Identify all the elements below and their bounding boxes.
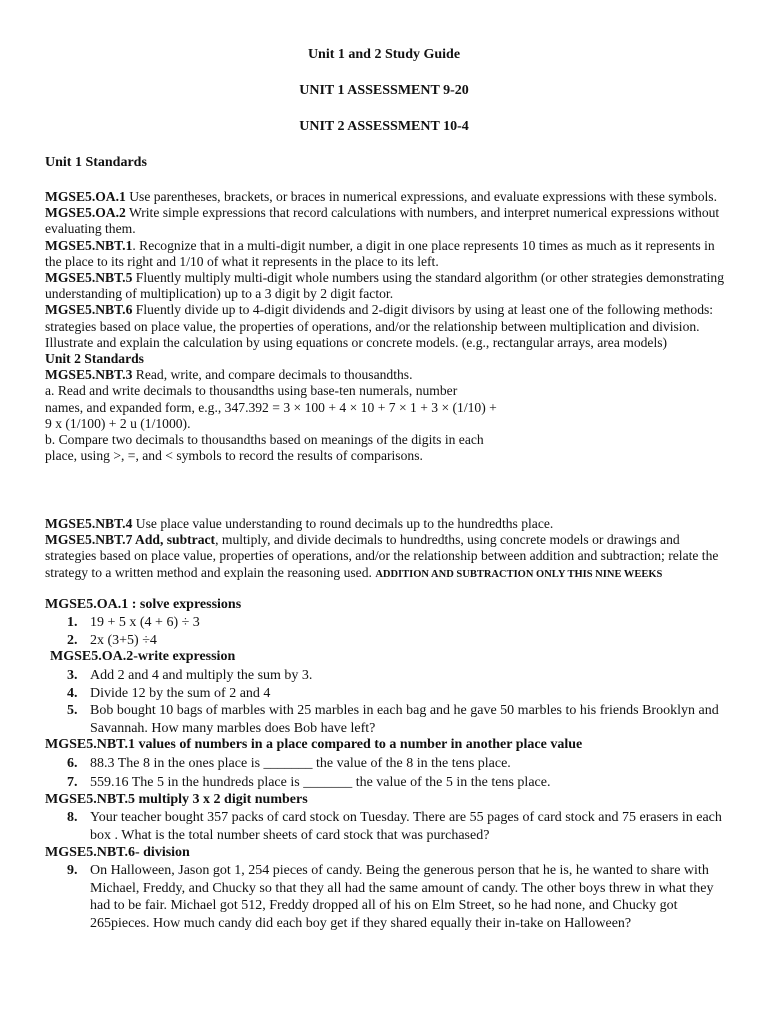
standard-oa1 [45, 189, 725, 205]
question-text: Your teacher bought 357 packs of card stock on Tuesday. There are 55 pages of card stock and 75 erasers in each box . What is the total number sheets of card stock that was purchased? [90, 810, 722, 843]
practice-heading-nbt5: MGSE5.NBT.5 multiply 3 x 2 digit numbers [45, 792, 308, 807]
unit1-standards-heading: Unit 1 Standards [45, 155, 147, 170]
practice-heading-nbt6: MGSE5.NBT.6- division [45, 845, 190, 860]
question-text: 2x (3+5) ÷4 [90, 633, 157, 648]
question-5 [67, 702, 727, 737]
standard-nbt7 [45, 532, 725, 583]
standard-text: Read, write, and compare decimals to thousandths. [132, 367, 413, 383]
nine-weeks-note: ADDITION AND SUBTRACTION ONLY THIS NINE WEEKS [375, 568, 663, 580]
standard-nbt3-b-line1: b. Compare two decimals to thousandths based on meanings of the digits in each [45, 432, 484, 448]
standard-text: Fluently multiply multi-digit whole numbers using the standard algorithm (or other strategies demonstrating understanding of multiplication) up to a 3 digit by 2 digit factor. [45, 270, 724, 302]
question-7 [67, 774, 727, 792]
question-8 [67, 809, 727, 844]
standard-nbt3-a-line1: a. Read and write decimals to thousandths using base-ten numerals, number [45, 383, 458, 399]
question-number: 8. [67, 810, 78, 825]
question-6 [67, 755, 727, 773]
standard-code: MGSE5.NBT.5 [45, 270, 133, 286]
standard-code: MGSE5.OA.1 [45, 189, 126, 204]
question-2 [67, 632, 727, 650]
question-number: 3. [67, 668, 78, 683]
standard-nbt5 [45, 270, 725, 302]
practice-heading-oa1: MGSE5.OA.1 : solve expressions [45, 597, 242, 612]
standard-text: Write simple expressions that record calculations with numbers, and interpret numerical expressions without evaluating them. [45, 205, 720, 237]
standard-code: MGSE5.NBT.6 [45, 302, 133, 318]
standard-text: Fluently divide up to 4-digit dividends and 2-digit divisors by using at least one of the following methods: strategies based on place value, the properties of operations, and/or the relationship between multiplication and division. Illustrate and explain the calculation by using equations or concrete models. (e.g., rectangular arrays, area models) [45, 302, 714, 350]
standard-text: Use place value understanding to round decimals up to the hundredths place. [132, 516, 554, 531]
unit1-assessment-date: UNIT 1 ASSESSMENT 9-20 [299, 83, 469, 98]
standard-text: , multiply, and divide decimals to hundredths, using concrete models or drawings and strategies based on place value, properties of operations, and/or the relationship between addition and subtraction; relate the strategy to a written method and explain the reasoning used. [45, 532, 719, 580]
standard-code: MGSE5.NBT.1 [45, 237, 133, 253]
standard-nbt4 [45, 516, 725, 532]
standard-nbt3-a-line2: names, and expanded form, e.g., 347.392 = 3 × 100 + 4 × 10 + 7 × 1 + 3 × (1/10) + [45, 399, 497, 415]
question-number: 7. [67, 775, 78, 790]
standard-nbt1 [45, 238, 725, 270]
question-1 [67, 614, 727, 632]
question-text: 559.16 The 5 in the hundreds place is _______ the value of the 5 in the tens place. [90, 775, 551, 790]
question-text: On Halloween, Jason got 1, 254 pieces of candy. Being the generous person that he is, he wanted to share with Michael, Freddy, and Chucky so that they all had the same amount of candy. The other boys threw in what they had to be fair. Michael got 512, Freddy dropped all of his on Elm Street, so he had none, and Chucky got 265pieces. How much candy did each boy get if they shared equally their in-take on Halloween? [90, 863, 714, 931]
question-4 [67, 685, 727, 703]
practice-heading-oa2: MGSE5.OA.2-write expression [50, 649, 236, 664]
standard-nbt3-a-line3: 9 x (1/100) + 2 u (1/1000). [45, 415, 191, 431]
question-number: 4. [67, 686, 78, 701]
question-text: Bob bought 10 bags of marbles with 25 marbles in each bag and he gave 50 marbles to his friends Brooklyn and Savannah. How many marbles does Bob have left? [90, 703, 719, 736]
standard-nbt3 [45, 367, 725, 383]
question-text: Add 2 and 4 and multiply the sum by 3. [90, 668, 313, 683]
standard-code: MGSE5.NBT.3 [45, 367, 133, 383]
standard-nbt6 [45, 302, 725, 351]
question-number: 5. [67, 703, 78, 718]
standard-nbt3-b-line2: place, using >, =, and < symbols to record the results of comparisons. [45, 448, 423, 464]
unit1-standards-list [45, 189, 725, 464]
question-text: 88.3 The 8 in the ones place is _______ the value of the 8 in the tens place. [90, 756, 511, 771]
standard-oa2 [45, 205, 725, 237]
question-3 [67, 667, 727, 685]
standard-text: . Recognize that in a multi-digit number, a digit in one place represents 10 times as much as it represents in the place to its right and 1/10 of what it represents in the place to its left. [45, 237, 715, 269]
question-text: 19 + 5 x (4 + 6) ÷ 3 [90, 615, 200, 630]
standard-code: MGSE5.NBT.7 Add, subtract [45, 532, 216, 548]
question-number: 2. [67, 633, 78, 648]
standard-text: Use parentheses, brackets, or braces in numerical expressions, and evaluate expressions with these symbols. [125, 189, 717, 204]
unit2-assessment-date: UNIT 2 ASSESSMENT 10-4 [299, 119, 469, 134]
standard-code: MGSE5.OA.2 [45, 205, 126, 221]
question-number: 1. [67, 615, 78, 630]
practice-heading-nbt1: MGSE5.NBT.1 values of numbers in a place compared to a number in another place value [45, 737, 583, 752]
question-number: 6. [67, 756, 78, 771]
doc-title: Unit 1 and 2 Study Guide [307, 47, 461, 62]
question-text: Divide 12 by the sum of 2 and 4 [90, 686, 271, 701]
question-number: 9. [67, 863, 78, 878]
unit2-standards-cont [45, 516, 725, 583]
question-9 [67, 862, 727, 932]
standard-code: MGSE5.NBT.4 [45, 516, 133, 531]
unit2-standards-heading: Unit 2 Standards [45, 351, 144, 367]
